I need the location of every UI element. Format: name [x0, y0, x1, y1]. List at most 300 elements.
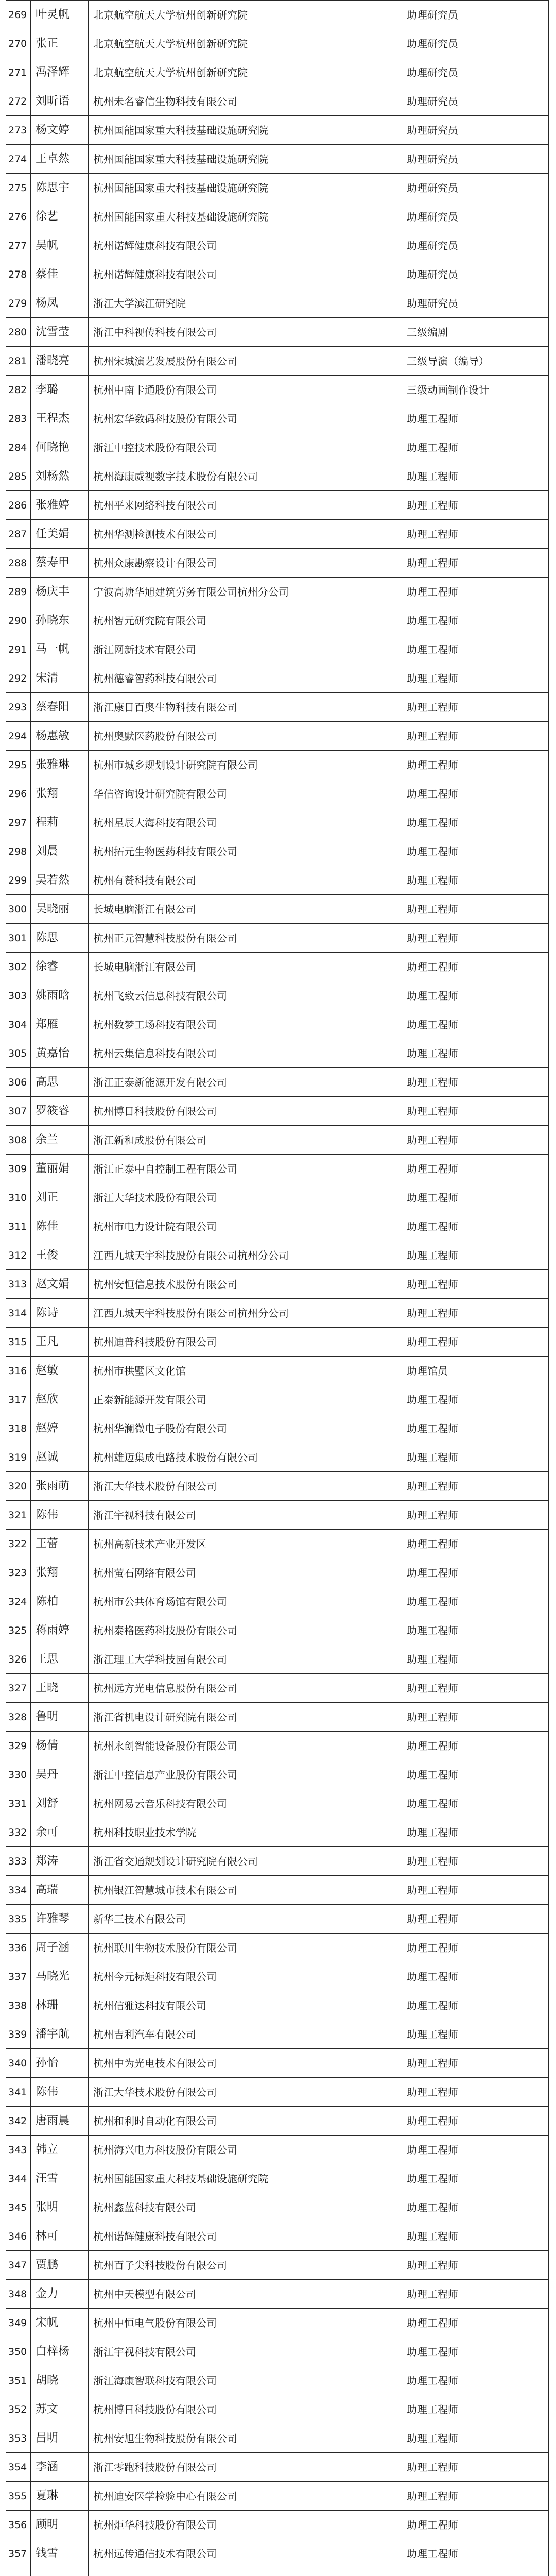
- row-index-cell: 302: [6, 953, 31, 981]
- row-index-cell: 353: [6, 2424, 31, 2453]
- row-index-cell: 282: [6, 376, 31, 404]
- table-row: [6, 1385, 549, 1414]
- organization-cell: 浙江宇视科技有限公司: [89, 2337, 402, 2366]
- person-name-cell: 刘杨然: [31, 462, 89, 491]
- row-index-cell: 320: [6, 1472, 31, 1501]
- organization-cell: 杭州百子尖科技股份有限公司: [89, 2251, 402, 2280]
- job-title-cell: 助理研究员: [402, 260, 549, 289]
- organization-cell: 杭州吉利汽车有限公司: [89, 2020, 402, 2049]
- job-title-cell: 助理工程师: [402, 1212, 549, 1241]
- organization-cell: 杭州泰格医药科技股份有限公司: [89, 1616, 402, 1645]
- job-title-cell: 助理工程师: [402, 808, 549, 837]
- job-title-cell: 助理工程师: [402, 2251, 549, 2280]
- organization-cell: 杭州萤石网络有限公司: [89, 1558, 402, 1587]
- organization-cell: 杭州雄迈集成电路技术股份有限公司: [89, 1443, 402, 1472]
- job-title-cell: 助理工程师: [402, 1674, 549, 1703]
- organization-cell: 浙江新和成股份有限公司: [89, 1126, 402, 1155]
- organization-cell: 杭州智元研究院有限公司: [89, 606, 402, 635]
- organization-cell: 杭州中恒电气股份有限公司: [89, 2309, 402, 2337]
- person-name-cell: 李涵: [31, 2453, 89, 2482]
- organization-cell: 杭州迪普科技股份有限公司: [89, 1328, 402, 1357]
- table-row: [6, 1039, 549, 1068]
- organization-cell: 杭州银江智慧城市技术有限公司: [89, 1876, 402, 1905]
- organization-cell: 杭州市电力设计院有限公司: [89, 1212, 402, 1241]
- job-title-cell: 三级动画制作设计: [402, 376, 549, 404]
- table-row: [6, 2164, 549, 2193]
- row-index-cell: 296: [6, 779, 31, 808]
- table-row: [6, 1760, 549, 1789]
- person-name-cell: 高瑞: [31, 1876, 89, 1905]
- person-name-cell: 任美娟: [31, 520, 89, 549]
- organization-cell: 浙江中控信息产业股份有限公司: [89, 1760, 402, 1789]
- row-index-cell: 328: [6, 1703, 31, 1732]
- person-name-cell: 张雨萌: [31, 1472, 89, 1501]
- person-name-cell: 潘宇航: [31, 2020, 89, 2049]
- table-row: [6, 1270, 549, 1299]
- table-row: [6, 1558, 549, 1587]
- job-title-cell: 助理工程师: [402, 2049, 549, 2078]
- table-row: [6, 1472, 549, 1501]
- job-title-cell: 助理工程师: [402, 1068, 549, 1097]
- person-name-cell: 陈思: [31, 924, 89, 953]
- table-row: [6, 404, 549, 433]
- person-name-cell: 陈伟: [31, 2078, 89, 2107]
- job-title-cell: 助理工程师: [402, 491, 549, 520]
- job-title-cell: 助理工程师: [402, 1501, 549, 1530]
- person-name-cell: 赵欣: [31, 1385, 89, 1414]
- organization-cell: 江西九城天宇科技股份有限公司杭州分公司: [89, 1299, 402, 1328]
- organization-cell: 杭州海兴电力科技股份有限公司: [89, 2136, 402, 2164]
- organization-cell: 杭州博日科技股份有限公司: [89, 2395, 402, 2424]
- person-name-cell: 汪雪: [31, 2164, 89, 2193]
- table-row: [6, 2482, 549, 2511]
- person-name-cell: 杨惠敏: [31, 722, 89, 751]
- person-name-cell: 陈思宇: [31, 174, 89, 202]
- table-row: [6, 58, 549, 87]
- table-row: [6, 2020, 549, 2049]
- row-index-cell: 346: [6, 2222, 31, 2251]
- row-index-cell: 304: [6, 1010, 31, 1039]
- person-name-cell: 王思: [31, 1645, 89, 1674]
- row-index-cell: 307: [6, 1097, 31, 1126]
- organization-cell: 杭州有赞科技有限公司: [89, 866, 402, 895]
- person-name-cell: 姚雨晗: [31, 981, 89, 1010]
- person-name-cell: 孙怡: [31, 2049, 89, 2078]
- job-title-cell: 助理工程师: [402, 549, 549, 578]
- table-row: [6, 981, 549, 1010]
- person-name-cell: 何晓艳: [31, 433, 89, 462]
- table-row: [6, 1212, 549, 1241]
- job-title-cell: 助理工程师: [402, 2453, 549, 2482]
- job-title-cell: 助理工程师: [402, 1385, 549, 1414]
- job-title-cell: 助理工程师: [402, 924, 549, 953]
- organization-cell: 杭州诺辉健康科技有限公司: [89, 260, 402, 289]
- person-name-cell: 叶灵帆: [31, 1, 89, 29]
- table-row: [6, 2511, 549, 2539]
- job-title-cell: 助理工程师: [402, 1732, 549, 1760]
- job-title-cell: 助理工程师: [402, 779, 549, 808]
- row-index-cell: 325: [6, 1616, 31, 1645]
- row-index-cell: 301: [6, 924, 31, 953]
- roster-table: [6, 0, 549, 2576]
- table-row: [6, 1934, 549, 1962]
- job-title-cell: 助理工程师: [402, 722, 549, 751]
- job-title-cell: 助理工程师: [402, 1155, 549, 1183]
- table-row: [6, 722, 549, 751]
- organization-cell: 杭州拓元生物医药科技有限公司: [89, 837, 402, 866]
- job-title-cell: 助理工程师: [402, 1934, 549, 1962]
- table-row: [6, 1443, 549, 1472]
- person-name-cell: 杨文婷: [31, 116, 89, 145]
- job-title-cell: 助理工程师: [402, 2020, 549, 2049]
- row-index-cell: 342: [6, 2107, 31, 2136]
- table-row: [6, 2107, 549, 2136]
- table-row: [6, 1155, 549, 1183]
- row-index-cell: 281: [6, 347, 31, 376]
- row-index-cell: 291: [6, 635, 31, 664]
- job-title-cell: 助理工程师: [402, 1645, 549, 1674]
- row-index-cell: 333: [6, 1847, 31, 1876]
- organization-cell: 杭州国能国家重大科技基础设施研究院: [89, 202, 402, 231]
- person-name-cell: 蔡寿甲: [31, 549, 89, 578]
- organization-cell: 杭州信雅达科技有限公司: [89, 1991, 402, 2020]
- row-index-cell: 275: [6, 174, 31, 202]
- organization-cell: 杭州炬华科技股份有限公司: [89, 2511, 402, 2539]
- table-row: [6, 462, 549, 491]
- job-title-cell: 助理研究员: [402, 1, 549, 29]
- organization-cell: 浙江省交通规划设计研究院有限公司: [89, 1847, 402, 1876]
- job-title-cell: 助理工程师: [402, 664, 549, 693]
- organization-cell: 浙江省机电设计研究院有限公司: [89, 1703, 402, 1732]
- organization-cell: 杭州正元智慧科技股份有限公司: [89, 924, 402, 953]
- organization-cell: 杭州联川生物技术股份有限公司: [89, 1934, 402, 1962]
- organization-cell: 杭州中天模型有限公司: [89, 2280, 402, 2309]
- table-row: [6, 2049, 549, 2078]
- person-name-cell: 李璐: [31, 376, 89, 404]
- person-name-cell: 胡晓: [31, 2366, 89, 2395]
- person-name-cell: 张明: [31, 2193, 89, 2222]
- organization-cell: 浙江中控技术股份有限公司: [89, 433, 402, 462]
- person-name-cell: 蔡春阳: [31, 693, 89, 722]
- row-index-cell: 269: [6, 1, 31, 29]
- job-title-cell: 助理工程师: [402, 2107, 549, 2136]
- row-index-cell: 323: [6, 1558, 31, 1587]
- job-title-cell: 助理工程师: [402, 1097, 549, 1126]
- organization-cell: 杭州安旭生物科技股份有限公司: [89, 2424, 402, 2453]
- person-name-cell: 韩立: [31, 2136, 89, 2164]
- job-title-cell: 助理工程师: [402, 1183, 549, 1212]
- table-row: [6, 2337, 549, 2366]
- person-name-cell: 余兰: [31, 1126, 89, 1155]
- job-title-cell: 助理工程师: [402, 2511, 549, 2539]
- person-name-cell: 赵敏: [31, 1357, 89, 1385]
- table-row: [6, 1126, 549, 1155]
- person-name-cell: 吕明: [31, 2424, 89, 2453]
- row-index-cell: 324: [6, 1587, 31, 1616]
- organization-cell: 杭州数梦工场科技有限公司: [89, 1010, 402, 1039]
- organization-cell: 杭州安恒信息技术股份有限公司: [89, 1270, 402, 1299]
- table-row: [6, 2309, 549, 2337]
- job-title-cell: 助理工程师: [402, 578, 549, 606]
- job-title-cell: 助理工程师: [402, 1616, 549, 1645]
- table-row: [6, 1299, 549, 1328]
- table-row: [6, 2424, 549, 2453]
- job-title-cell: 助理工程师: [402, 2078, 549, 2107]
- person-name-cell: 吴帆: [31, 231, 89, 260]
- table-row: [6, 1732, 549, 1760]
- table-row: [6, 2568, 549, 2576]
- person-name-cell: 潘晓亮: [31, 347, 89, 376]
- table-row: [6, 924, 549, 953]
- organization-cell: 杭州飞致云信息科技有限公司: [89, 981, 402, 1010]
- row-index-cell: 283: [6, 404, 31, 433]
- row-index-cell: 350: [6, 2337, 31, 2366]
- table-row: [6, 520, 549, 549]
- organization-cell: 杭州高新技术产业开发区: [89, 1530, 402, 1558]
- job-title-cell: 助理工程师: [402, 2164, 549, 2193]
- organization-cell: 浙江正泰新能源开发有限公司: [89, 1068, 402, 1097]
- person-name-cell: 余可: [31, 1818, 89, 1847]
- row-index-cell: 278: [6, 260, 31, 289]
- row-index-cell: 327: [6, 1674, 31, 1703]
- job-title-cell: 助理工程师: [402, 462, 549, 491]
- person-name-cell: 唐雨晨: [31, 2107, 89, 2136]
- table-row: [6, 1183, 549, 1212]
- table-row: [6, 1616, 549, 1645]
- row-index-cell: 335: [6, 1905, 31, 1934]
- organization-cell: 浙江大华技术股份有限公司: [89, 1472, 402, 1501]
- row-index-cell: 299: [6, 866, 31, 895]
- row-index-cell: 295: [6, 751, 31, 779]
- job-title-cell: 助理工程师: [402, 433, 549, 462]
- row-index-cell: 289: [6, 578, 31, 606]
- row-index-cell: 356: [6, 2511, 31, 2539]
- organization-cell: 杭州国能国家重大科技基础设施研究院: [89, 2164, 402, 2193]
- person-name-cell: 王晓: [31, 1674, 89, 1703]
- row-index-cell: [6, 2568, 31, 2576]
- job-title-cell: 助理研究员: [402, 116, 549, 145]
- organization-cell: 新华三技术有限公司: [89, 1905, 402, 1934]
- job-title-cell: 助理工程师: [402, 2482, 549, 2511]
- table-row: [6, 1241, 549, 1270]
- row-index-cell: 321: [6, 1501, 31, 1530]
- organization-cell: 宁波高塘华旭建筑劳务有限公司杭州分公司: [89, 578, 402, 606]
- table-row: [6, 1789, 549, 1818]
- person-name-cell: 蒋雨婷: [31, 1616, 89, 1645]
- table-row: [6, 2136, 549, 2164]
- person-name-cell: 张翔: [31, 779, 89, 808]
- person-name-cell: 张雅琳: [31, 751, 89, 779]
- table-row: [6, 1847, 549, 1876]
- person-name-cell: 夏琳: [31, 2482, 89, 2511]
- organization-cell: 华信咨询设计研究院有限公司: [89, 779, 402, 808]
- person-name-cell: 王凡: [31, 1328, 89, 1357]
- job-title-cell: 助理工程师: [402, 866, 549, 895]
- table-row: [6, 837, 549, 866]
- person-name-cell: 孙晓东: [31, 606, 89, 635]
- row-index-cell: 285: [6, 462, 31, 491]
- organization-cell: 杭州华澜微电子股份有限公司: [89, 1414, 402, 1443]
- row-index-cell: 287: [6, 520, 31, 549]
- table-row: [6, 1357, 549, 1385]
- row-index-cell: 284: [6, 433, 31, 462]
- person-name-cell: 陈伟: [31, 1501, 89, 1530]
- job-title-cell: 助理工程师: [402, 751, 549, 779]
- row-index-cell: 270: [6, 29, 31, 58]
- organization-cell: 杭州宋城演艺发展股份有限公司: [89, 347, 402, 376]
- job-title-cell: 助理研究员: [402, 231, 549, 260]
- row-index-cell: 280: [6, 318, 31, 347]
- row-index-cell: 314: [6, 1299, 31, 1328]
- table-row: [6, 2395, 549, 2424]
- person-name-cell: 张翔: [31, 1558, 89, 1587]
- table-row: [6, 2193, 549, 2222]
- table-row: [6, 578, 549, 606]
- job-title-cell: 助理工程师: [402, 1328, 549, 1357]
- organization-cell: 杭州市公共体育场馆有限公司: [89, 1587, 402, 1616]
- job-title-cell: 助理研究员: [402, 145, 549, 174]
- person-name-cell: [31, 2568, 89, 2576]
- row-index-cell: 345: [6, 2193, 31, 2222]
- person-name-cell: 陈柏: [31, 1587, 89, 1616]
- row-index-cell: 303: [6, 981, 31, 1010]
- table-row: [6, 1, 549, 29]
- row-index-cell: 274: [6, 145, 31, 174]
- person-name-cell: 程莉: [31, 808, 89, 837]
- row-index-cell: 306: [6, 1068, 31, 1097]
- organization-cell: 北京航空航天大学杭州创新研究院: [89, 58, 402, 87]
- organization-cell: 江西九城天宇科技股份有限公司杭州分公司: [89, 1241, 402, 1270]
- row-index-cell: 312: [6, 1241, 31, 1270]
- table-row: [6, 751, 549, 779]
- row-index-cell: 311: [6, 1212, 31, 1241]
- job-title-cell: 助理工程师: [402, 1010, 549, 1039]
- job-title-cell: 助理工程师: [402, 1991, 549, 2020]
- organization-cell: 杭州平来网络科技有限公司: [89, 491, 402, 520]
- table-row: [6, 1818, 549, 1847]
- row-index-cell: 315: [6, 1328, 31, 1357]
- organization-cell: 杭州海康威视数字技术股份有限公司: [89, 462, 402, 491]
- job-title-cell: 助理工程师: [402, 1414, 549, 1443]
- person-name-cell: 郑雁: [31, 1010, 89, 1039]
- job-title-cell: 助理工程师: [402, 2280, 549, 2309]
- job-title-cell: 助理工程师: [402, 2424, 549, 2453]
- person-name-cell: 陈佳: [31, 1212, 89, 1241]
- table-row: [6, 2078, 549, 2107]
- job-title-cell: 助理工程师: [402, 2366, 549, 2395]
- job-title-cell: 助理工程师: [402, 693, 549, 722]
- organization-cell: 杭州远方光电信息股份有限公司: [89, 1674, 402, 1703]
- organization-cell: 杭州德睿智药科技有限公司: [89, 664, 402, 693]
- job-title-cell: 助理工程师: [402, 404, 549, 433]
- table-row: [6, 87, 549, 116]
- row-index-cell: 277: [6, 231, 31, 260]
- person-name-cell: 白梓杨: [31, 2337, 89, 2366]
- person-name-cell: 王卓然: [31, 145, 89, 174]
- row-index-cell: 300: [6, 895, 31, 924]
- person-name-cell: 宋清: [31, 664, 89, 693]
- person-name-cell: 董丽娟: [31, 1155, 89, 1183]
- person-name-cell: 马一帆: [31, 635, 89, 664]
- row-index-cell: 292: [6, 664, 31, 693]
- person-name-cell: 沈雪莹: [31, 318, 89, 347]
- table-row: [6, 1703, 549, 1732]
- person-name-cell: 马晓光: [31, 1962, 89, 1991]
- table-row: [6, 895, 549, 924]
- organization-cell: 北京航空航天大学杭州创新研究院: [89, 29, 402, 58]
- row-index-cell: 351: [6, 2366, 31, 2395]
- person-name-cell: 刘晨: [31, 837, 89, 866]
- job-title-cell: 助理工程师: [402, 1760, 549, 1789]
- table-row: [6, 145, 549, 174]
- row-index-cell: 331: [6, 1789, 31, 1818]
- organization-cell: 杭州中南卡通股份有限公司: [89, 376, 402, 404]
- organization-cell: 杭州市城乡规划设计研究院有限公司: [89, 751, 402, 779]
- organization-cell: 杭州诺辉健康科技有限公司: [89, 2222, 402, 2251]
- table-row: [6, 1010, 549, 1039]
- organization-cell: 杭州远传通信技术有限公司: [89, 2539, 402, 2568]
- job-title-cell: 助理工程师: [402, 2222, 549, 2251]
- person-name-cell: 吴若然: [31, 866, 89, 895]
- person-name-cell: 赵诚: [31, 1443, 89, 1472]
- row-index-cell: 339: [6, 2020, 31, 2049]
- organization-cell: 杭州国能国家重大科技基础设施研究院: [89, 174, 402, 202]
- table-row: [6, 2366, 549, 2395]
- job-title-cell: 助理研究员: [402, 174, 549, 202]
- row-index-cell: 349: [6, 2309, 31, 2337]
- organization-cell: 浙江理工大学科技园有限公司: [89, 1645, 402, 1674]
- person-name-cell: 张正: [31, 29, 89, 58]
- job-title-cell: 助理研究员: [402, 87, 549, 116]
- job-title-cell: 助理研究员: [402, 29, 549, 58]
- person-name-cell: 刘舒: [31, 1789, 89, 1818]
- table-row: [6, 2453, 549, 2482]
- table-row: [6, 2280, 549, 2309]
- job-title-cell: 助理研究员: [402, 289, 549, 318]
- job-title-cell: 助理工程师: [402, 1847, 549, 1876]
- job-title-cell: 助理工程师: [402, 1818, 549, 1847]
- row-index-cell: 271: [6, 58, 31, 87]
- job-title-cell: 三级编剧: [402, 318, 549, 347]
- table-row: [6, 491, 549, 520]
- table-row: [6, 2539, 549, 2568]
- table-row: [6, 1530, 549, 1558]
- organization-cell: 浙江中科视传科技有限公司: [89, 318, 402, 347]
- person-name-cell: 许雅琴: [31, 1905, 89, 1934]
- person-name-cell: 王俊: [31, 1241, 89, 1270]
- table-row: [6, 29, 549, 58]
- job-title-cell: 助理工程师: [402, 1443, 549, 1472]
- row-index-cell: 355: [6, 2482, 31, 2511]
- row-index-cell: 272: [6, 87, 31, 116]
- job-title-cell: 助理工程师: [402, 1558, 549, 1587]
- organization-cell: 杭州市拱墅区文化馆: [89, 1357, 402, 1385]
- table-row: [6, 635, 549, 664]
- person-name-cell: 徐睿: [31, 953, 89, 981]
- row-index-cell: 313: [6, 1270, 31, 1299]
- table-row: [6, 664, 549, 693]
- person-name-cell: 林珊: [31, 1991, 89, 2020]
- organization-cell: [89, 2568, 402, 2576]
- row-index-cell: 298: [6, 837, 31, 866]
- organization-cell: 正泰新能源开发有限公司: [89, 1385, 402, 1414]
- row-index-cell: 286: [6, 491, 31, 520]
- organization-cell: 杭州星辰大海科技有限公司: [89, 808, 402, 837]
- organization-cell: 浙江零跑科技股份有限公司: [89, 2453, 402, 2482]
- organization-cell: 杭州永创智能设备股份有限公司: [89, 1732, 402, 1760]
- table-row: [6, 1962, 549, 1991]
- table-row: [6, 1905, 549, 1934]
